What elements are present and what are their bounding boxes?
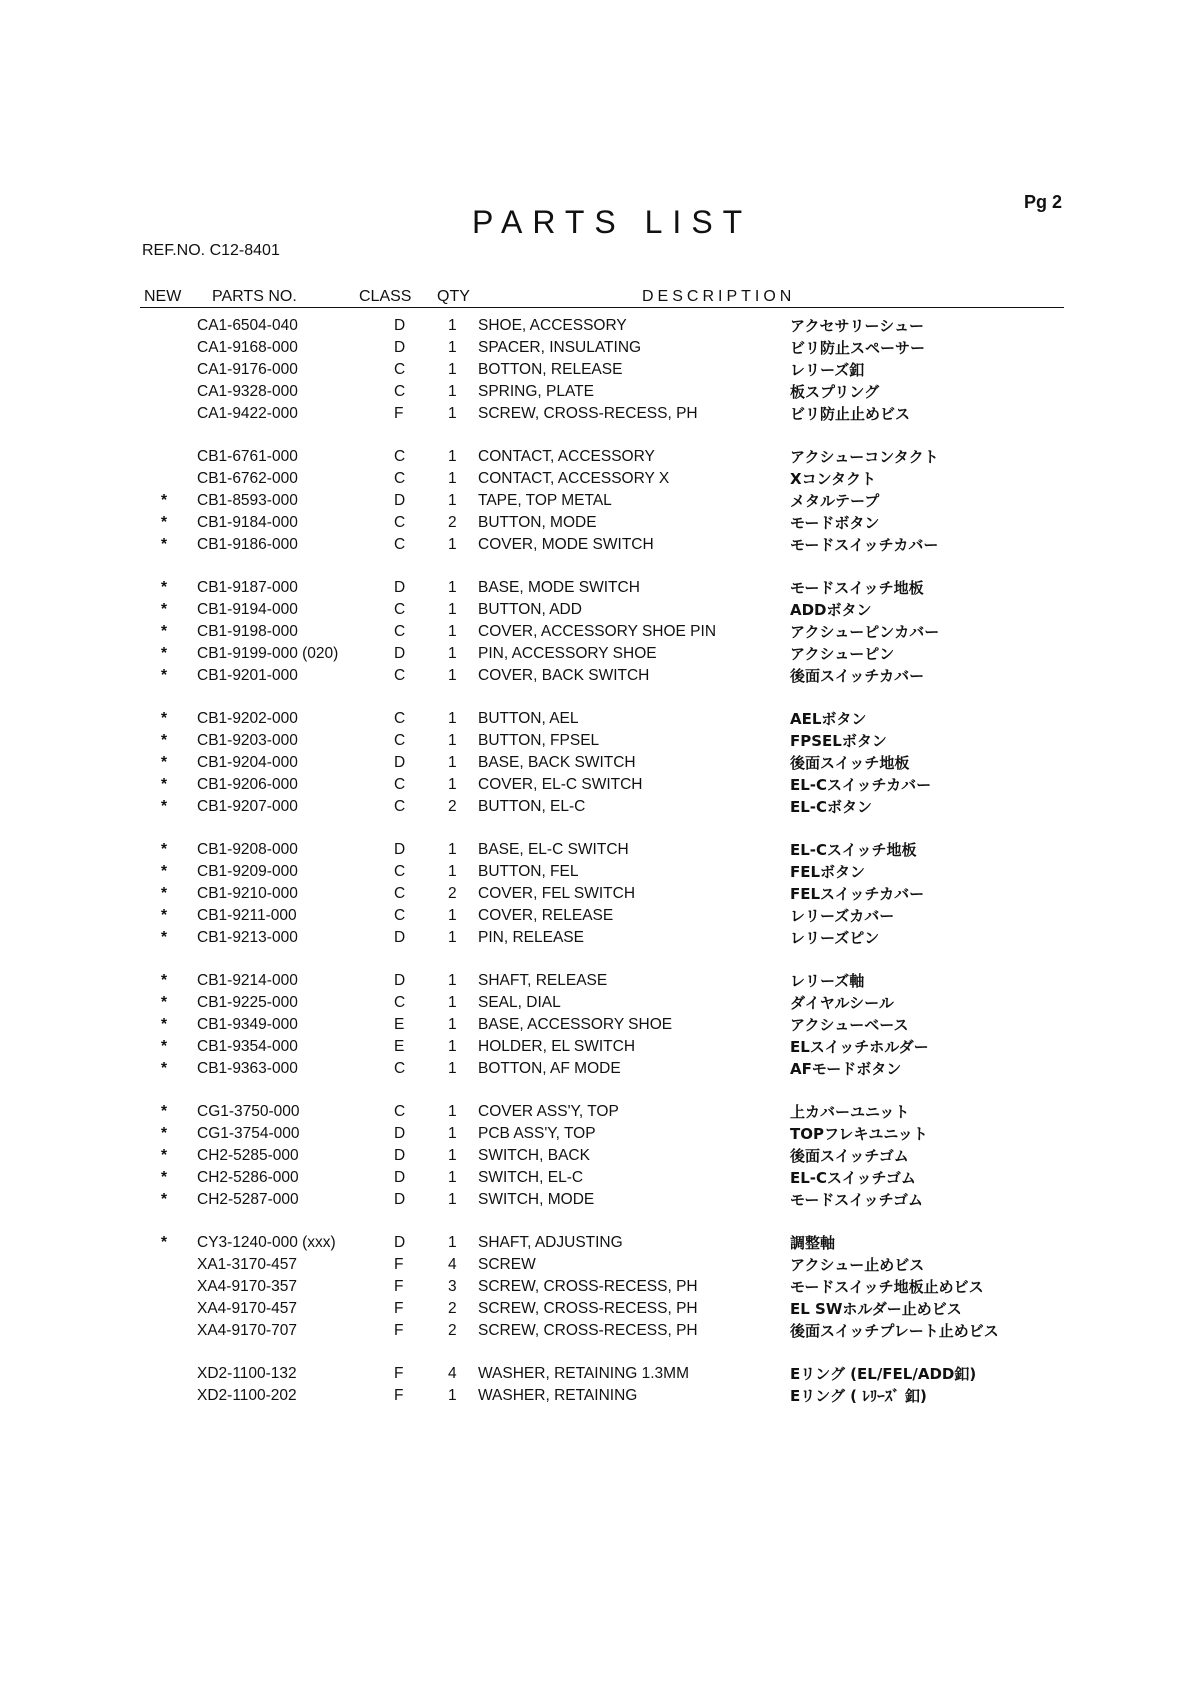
part-class: D	[394, 317, 406, 334]
part-description: BASE, EL-C SWITCH	[478, 841, 629, 858]
new-marker: *	[161, 1015, 168, 1033]
part-description-japanese: ビリ防止スペーサー	[790, 338, 926, 357]
part-number: CB1-9202-000	[197, 710, 298, 727]
part-number: CA1-9176-000	[197, 360, 298, 378]
table-row	[0, 862, 1194, 882]
part-description-japanese: モードスイッチカバー	[790, 535, 939, 554]
part-description: WASHER, RETAINING 1.3MM	[478, 1365, 689, 1382]
part-description-japanese: AELボタン	[790, 710, 867, 728]
table-row	[0, 840, 1194, 860]
part-description-japanese: ビリ防止止めビス	[790, 404, 911, 423]
part-number: CB1-9209-000	[197, 862, 298, 880]
page-number: Pg 2	[1024, 192, 1063, 212]
part-qty: 1	[448, 928, 457, 946]
new-marker: *	[161, 1103, 168, 1120]
part-qty: 1	[448, 1059, 457, 1077]
part-number: CB1-9211-000	[197, 906, 297, 924]
part-qty: 2	[448, 1299, 457, 1317]
part-number: XA4-9170-457	[197, 1299, 297, 1317]
part-number: CB1-9208-000	[197, 841, 298, 858]
part-class: C	[394, 1103, 406, 1120]
part-qty: 1	[448, 1037, 457, 1055]
part-qty: 1	[448, 1190, 457, 1208]
table-row	[0, 753, 1194, 773]
table-row	[0, 513, 1194, 533]
part-number: CB1-9194-000	[197, 600, 298, 618]
table-row	[0, 1124, 1194, 1144]
part-description: COVER, FEL SWITCH	[478, 884, 636, 902]
header-qty: QTY	[437, 288, 470, 305]
part-qty: 1	[448, 1146, 457, 1164]
part-description: TAPE, TOP METAL	[478, 491, 612, 509]
part-description-japanese: レリーズ軸	[790, 972, 865, 990]
part-qty: 1	[448, 841, 457, 858]
part-number: CB1-9201-000	[197, 666, 298, 684]
table-row	[0, 338, 1194, 358]
table-row	[0, 1299, 1194, 1319]
part-class: C	[394, 622, 406, 640]
part-description-japanese: モードスイッチゴム	[790, 1190, 924, 1209]
part-description-japanese: メタルテープ	[790, 491, 880, 510]
part-description: SHAFT, RELEASE	[478, 972, 608, 989]
part-description: SWITCH, EL-C	[478, 1168, 584, 1186]
part-qty: 1	[448, 338, 457, 356]
part-qty: 1	[448, 666, 457, 684]
new-marker: *	[161, 797, 168, 815]
table-row	[0, 491, 1194, 511]
new-marker: *	[161, 1037, 168, 1055]
part-class: C	[394, 906, 406, 924]
part-description-japanese: Xコンタクト	[790, 469, 876, 488]
table-row	[0, 1168, 1194, 1188]
part-class: D	[394, 1234, 406, 1251]
table-row	[0, 971, 1194, 991]
part-description: BUTTON, FEL	[478, 862, 579, 880]
part-description-japanese: レリーズカバー	[790, 906, 895, 925]
new-marker: *	[161, 710, 168, 727]
part-number: XD2-1100-132	[197, 1365, 297, 1382]
part-number: CH2-5286-000	[197, 1168, 299, 1186]
part-qty: 1	[448, 862, 457, 880]
part-description: BOTTON, RELEASE	[478, 360, 623, 378]
part-description-japanese: アクシュー止めビス	[790, 1255, 925, 1274]
part-number: CH2-5287-000	[197, 1190, 299, 1208]
part-number: XA1-3170-457	[197, 1255, 297, 1273]
part-description: BOTTON, AF MODE	[478, 1059, 621, 1077]
table-row	[0, 1233, 1194, 1253]
part-number: CB1-9354-000	[197, 1037, 298, 1055]
part-description: SCREW, CROSS-RECESS, PH	[478, 1277, 698, 1295]
part-class: C	[394, 382, 406, 400]
part-description-japanese: レリーズピン	[790, 928, 880, 947]
part-description: COVER ASS'Y, TOP	[478, 1103, 619, 1120]
part-description-japanese: 後面スイッチゴム	[790, 1146, 909, 1165]
part-class: C	[394, 469, 406, 487]
table-row	[0, 1386, 1194, 1406]
part-description-japanese: 後面スイッチ地板	[790, 753, 910, 772]
part-number: CA1-6504-040	[197, 317, 298, 334]
part-number: CB1-9214-000	[197, 972, 298, 989]
part-qty: 1	[448, 317, 457, 334]
part-qty: 1	[448, 710, 457, 727]
part-class: C	[394, 797, 406, 815]
part-number: CB1-8593-000	[197, 491, 298, 509]
part-description: SCREW, CROSS-RECESS, PH	[478, 1299, 698, 1317]
part-qty: 1	[448, 993, 457, 1011]
part-description-japanese: アクシューコンタクト	[790, 448, 939, 466]
part-number: CB1-9363-000	[197, 1059, 298, 1077]
new-marker: *	[161, 1168, 168, 1186]
table-row	[0, 666, 1194, 686]
part-description-japanese: ADDボタン	[790, 600, 872, 619]
part-description: BUTTON, FPSEL	[478, 731, 600, 749]
part-description-japanese: 後面スイッチカバー	[790, 666, 925, 685]
table-row	[0, 644, 1194, 664]
table-row	[0, 797, 1194, 817]
part-description: PCB ASS'Y, TOP	[478, 1124, 596, 1142]
part-description-japanese: EL-Cボタン	[790, 797, 873, 816]
part-qty: 1	[448, 382, 457, 400]
part-description: COVER, MODE SWITCH	[478, 535, 654, 553]
table-row	[0, 316, 1194, 336]
reference-number: REF.NO. C12-8401	[142, 242, 280, 259]
new-marker: *	[161, 1190, 168, 1208]
part-number: CG1-3750-000	[197, 1103, 300, 1120]
part-description: SCREW, CROSS-RECESS, PH	[478, 1321, 698, 1339]
part-number: XA4-9170-357	[197, 1277, 297, 1295]
new-marker: *	[161, 666, 168, 684]
part-number: CA1-9168-000	[197, 338, 298, 356]
table-row	[0, 731, 1194, 751]
part-class: D	[394, 644, 406, 662]
part-class: F	[394, 1365, 404, 1382]
new-marker: *	[161, 1146, 168, 1164]
table-row	[0, 1015, 1194, 1035]
new-marker: *	[161, 491, 168, 509]
part-number: CB1-6761-000	[197, 448, 298, 465]
part-description-japanese: FPSELボタン	[790, 731, 887, 750]
part-class: D	[394, 1190, 406, 1208]
new-marker: *	[161, 972, 168, 989]
part-description: BASE, MODE SWITCH	[478, 579, 640, 596]
part-class: F	[394, 404, 404, 422]
table-row	[0, 928, 1194, 948]
new-marker: *	[161, 1234, 168, 1251]
new-marker: *	[161, 928, 168, 946]
new-marker: *	[161, 513, 168, 531]
part-description: HOLDER, EL SWITCH	[478, 1037, 636, 1055]
table-row	[0, 382, 1194, 402]
new-marker: *	[161, 753, 168, 771]
part-qty: 1	[448, 469, 457, 487]
new-marker: *	[161, 775, 168, 793]
part-class: D	[394, 338, 406, 356]
part-description: CONTACT, ACCESSORY X	[478, 469, 670, 487]
part-description-japanese: モードスイッチ地板止めビス	[790, 1277, 984, 1296]
part-description: SWITCH, BACK	[478, 1146, 590, 1164]
part-qty: 2	[448, 1321, 457, 1339]
part-description-japanese: 板スプリング	[790, 382, 880, 401]
header-description: DESCRIPTION	[642, 288, 796, 305]
part-qty: 2	[448, 797, 457, 815]
part-class: C	[394, 993, 406, 1011]
part-description: BUTTON, AEL	[478, 710, 579, 727]
part-qty: 3	[448, 1277, 457, 1295]
table-row	[0, 1102, 1194, 1122]
part-description-japanese: レリーズ釦	[790, 360, 865, 379]
part-class: C	[394, 600, 406, 618]
part-description-japanese: 上カバーユニット	[790, 1103, 910, 1121]
part-number: CB1-9225-000	[197, 993, 298, 1011]
part-qty: 1	[448, 731, 457, 749]
part-class: F	[394, 1255, 404, 1273]
part-description: CONTACT, ACCESSORY	[478, 448, 655, 465]
part-number: XD2-1100-202	[197, 1386, 297, 1404]
part-class: C	[394, 513, 406, 531]
part-qty: 1	[448, 775, 457, 793]
new-marker: *	[161, 906, 168, 924]
part-class: F	[394, 1321, 404, 1339]
part-description-japanese: Eリング ( ﾚﾘｰｽﾞ 釦)	[790, 1386, 927, 1405]
part-qty: 1	[448, 1234, 457, 1251]
table-row	[0, 622, 1194, 642]
part-number: CH2-5285-000	[197, 1146, 299, 1164]
part-qty: 1	[448, 1168, 457, 1186]
part-description: SEAL, DIAL	[478, 993, 561, 1011]
part-number: CB1-9206-000	[197, 775, 298, 793]
part-description-japanese: アクシューピン	[790, 644, 895, 663]
table-row	[0, 600, 1194, 620]
part-description: COVER, RELEASE	[478, 906, 614, 924]
part-number: CB1-9199-000 (020)	[197, 644, 339, 662]
part-description-japanese: アクセサリーシュー	[790, 317, 924, 335]
part-qty: 1	[448, 1103, 457, 1120]
part-description-japanese: EL-Cスイッチゴム	[790, 1168, 916, 1187]
table-row	[0, 535, 1194, 555]
table-row	[0, 1321, 1194, 1341]
part-class: F	[394, 1299, 404, 1317]
part-class: C	[394, 862, 406, 880]
part-qty: 1	[448, 579, 457, 596]
header-new: NEW	[144, 288, 182, 305]
header-class: CLASS	[359, 288, 412, 305]
part-class: D	[394, 1146, 406, 1164]
part-description: SPRING, PLATE	[478, 382, 594, 400]
part-class: C	[394, 535, 406, 553]
table-row	[0, 884, 1194, 904]
table-row	[0, 1364, 1194, 1384]
part-description: PIN, RELEASE	[478, 928, 584, 946]
table-row	[0, 1037, 1194, 1057]
part-description: SPACER, INSULATING	[478, 338, 642, 356]
part-qty: 1	[448, 1015, 457, 1033]
part-description: COVER, ACCESSORY SHOE PIN	[478, 622, 717, 640]
part-description-japanese: 後面スイッチプレート止めビス	[790, 1321, 999, 1340]
part-description-japanese: アクシューピンカバー	[790, 622, 940, 641]
new-marker: *	[161, 993, 168, 1011]
table-row	[0, 775, 1194, 795]
part-description-japanese: ELスイッチホルダー	[790, 1037, 929, 1056]
part-class: D	[394, 579, 406, 596]
part-class: D	[394, 841, 406, 858]
new-marker: *	[161, 579, 168, 596]
new-marker: *	[161, 841, 168, 858]
part-qty: 1	[448, 972, 457, 989]
part-number: CG1-3754-000	[197, 1124, 300, 1142]
part-number: CB1-9186-000	[197, 535, 298, 553]
part-number: CA1-9328-000	[197, 382, 298, 400]
part-description: PIN, ACCESSORY SHOE	[478, 644, 657, 662]
part-number: CB1-9203-000	[197, 731, 298, 749]
part-description: WASHER, RETAINING	[478, 1386, 638, 1404]
table-row	[0, 578, 1194, 598]
part-number: CB1-9204-000	[197, 753, 298, 771]
part-class: C	[394, 1059, 406, 1077]
part-description: SHOE, ACCESSORY	[478, 317, 627, 334]
new-marker: *	[161, 1059, 168, 1077]
part-description-japanese: EL-Cスイッチカバー	[790, 775, 932, 794]
part-description: BUTTON, EL-C	[478, 797, 586, 815]
table-row	[0, 1146, 1194, 1166]
part-class: C	[394, 710, 406, 727]
part-qty: 4	[448, 1365, 457, 1382]
part-number: CB1-9198-000	[197, 622, 298, 640]
part-number: CB1-9349-000	[197, 1015, 298, 1033]
part-number: CB1-9210-000	[197, 884, 298, 902]
part-class: C	[394, 775, 406, 793]
part-description-japanese: 調整軸	[790, 1234, 836, 1252]
part-number: CB1-9207-000	[197, 797, 298, 815]
part-number: CB1-9187-000	[197, 579, 298, 596]
page-title: PARTS LIST	[472, 204, 753, 240]
part-number: CA1-9422-000	[197, 404, 298, 422]
part-class: D	[394, 1168, 406, 1186]
part-description: BUTTON, ADD	[478, 600, 582, 618]
part-class: C	[394, 731, 406, 749]
part-qty: 4	[448, 1255, 457, 1273]
part-description: SHAFT, ADJUSTING	[478, 1234, 623, 1251]
table-row	[0, 1190, 1194, 1210]
part-number: CB1-6762-000	[197, 469, 298, 487]
part-class: D	[394, 1124, 406, 1142]
part-class: C	[394, 360, 406, 378]
part-description-japanese: FELスイッチカバー	[790, 884, 925, 903]
part-description: SCREW, CROSS-RECESS, PH	[478, 404, 698, 422]
part-class: D	[394, 928, 406, 946]
table-row	[0, 1277, 1194, 1297]
new-marker: *	[161, 884, 168, 902]
part-qty: 2	[448, 513, 457, 531]
table-row	[0, 469, 1194, 489]
part-qty: 1	[448, 360, 457, 378]
table-row	[0, 404, 1194, 424]
table-row	[0, 906, 1194, 926]
table-row	[0, 1059, 1194, 1079]
part-class: D	[394, 491, 406, 509]
part-number: CB1-9184-000	[197, 513, 298, 531]
part-qty: 1	[448, 600, 457, 618]
part-description: COVER, BACK SWITCH	[478, 666, 650, 684]
part-class: F	[394, 1386, 404, 1404]
part-qty: 1	[448, 535, 457, 553]
new-marker: *	[161, 622, 168, 640]
part-class: E	[394, 1037, 405, 1055]
part-description-japanese: モードスイッチ地板	[790, 579, 924, 597]
table-row	[0, 447, 1194, 467]
part-description-japanese: TOPフレキユニット	[790, 1124, 928, 1143]
part-description-japanese: AFモードボタン	[790, 1059, 902, 1078]
part-description: COVER, EL-C SWITCH	[478, 775, 643, 793]
part-class: E	[394, 1015, 405, 1033]
part-description: BUTTON, MODE	[478, 513, 597, 531]
part-class: C	[394, 448, 406, 465]
header-parts-no: PARTS NO.	[212, 288, 297, 305]
table-row	[0, 360, 1194, 380]
table-row	[0, 1255, 1194, 1275]
new-marker: *	[161, 600, 168, 618]
part-number: CY3-1240-000 (xxx)	[197, 1234, 336, 1251]
part-qty: 1	[448, 448, 457, 465]
part-qty: 1	[448, 491, 457, 509]
part-class: D	[394, 972, 406, 989]
new-marker: *	[161, 535, 168, 553]
part-description-japanese: ダイヤルシール	[790, 993, 894, 1012]
part-class: C	[394, 884, 406, 902]
part-description-japanese: EL SWホルダー止めビス	[790, 1299, 962, 1318]
part-qty: 1	[448, 1124, 457, 1142]
part-number: XA4-9170-707	[197, 1321, 297, 1339]
part-class: D	[394, 753, 406, 771]
part-qty: 1	[448, 753, 457, 771]
part-qty: 1	[448, 404, 457, 422]
part-class: C	[394, 666, 406, 684]
part-class: F	[394, 1277, 404, 1295]
part-description-japanese: Eリング (EL/FEL/ADD釦)	[790, 1365, 977, 1383]
part-description: SCREW	[478, 1255, 536, 1273]
header-rule	[140, 307, 1064, 308]
part-description: SWITCH, MODE	[478, 1190, 595, 1208]
part-description-japanese: アクシューベース	[790, 1015, 909, 1034]
part-number: CB1-9213-000	[197, 928, 298, 946]
part-qty: 1	[448, 644, 457, 662]
part-description: BASE, BACK SWITCH	[478, 753, 636, 771]
new-marker: *	[161, 862, 168, 880]
table-row	[0, 993, 1194, 1013]
part-description-japanese: FELボタン	[790, 862, 866, 881]
part-description-japanese: EL-Cスイッチ地板	[790, 841, 917, 859]
table-row	[0, 709, 1194, 729]
part-qty: 2	[448, 884, 457, 902]
part-qty: 1	[448, 622, 457, 640]
part-qty: 1	[448, 906, 457, 924]
new-marker: *	[161, 1124, 168, 1142]
new-marker: *	[161, 644, 168, 662]
part-description: BASE, ACCESSORY SHOE	[478, 1015, 673, 1033]
part-qty: 1	[448, 1386, 457, 1404]
part-description-japanese: モードボタン	[790, 513, 880, 532]
new-marker: *	[161, 731, 168, 749]
